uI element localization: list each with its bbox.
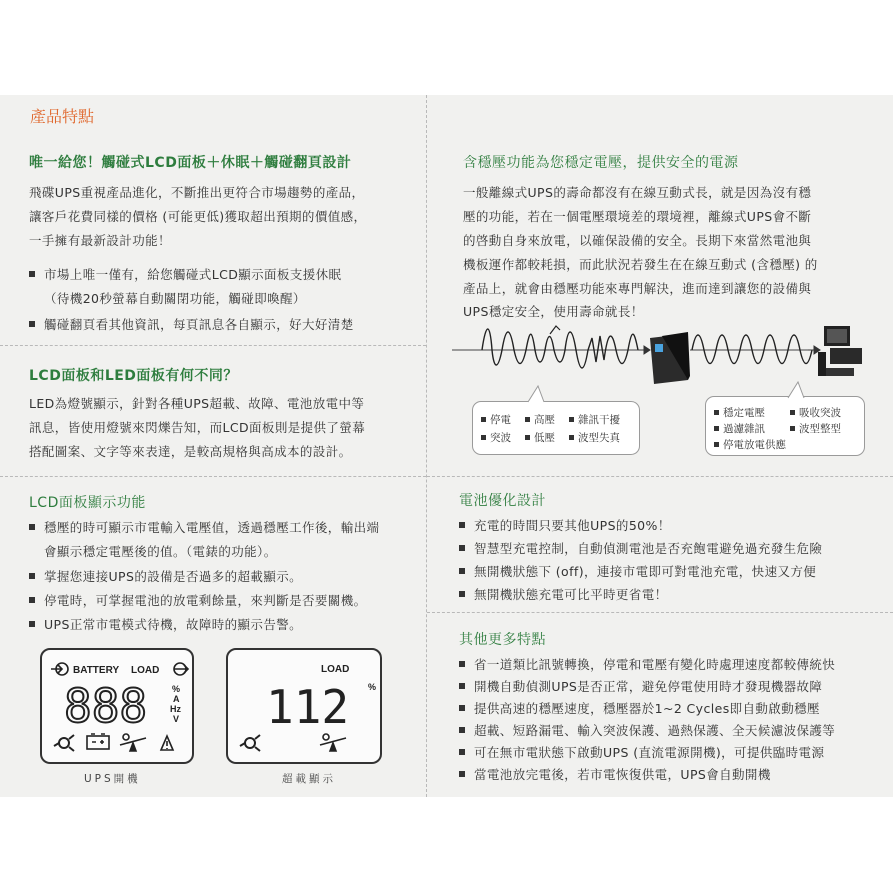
section-divider — [0, 345, 426, 346]
bullet-icon — [459, 683, 465, 689]
list-item: 掌握您連接UPS的設備是否過多的超載顯示。 — [29, 567, 302, 585]
battery-title: 電池優化設計 — [459, 493, 546, 509]
list-item: 開機自動偵測UPS是否正常，避免停電使用時才發現機器故障 — [459, 677, 822, 695]
avr-text: 的啓動自身來放電，以確保設備的安全。長期下來當然電池與 — [463, 233, 812, 248]
list-item: 市場上唯一僅有，給您觸碰式LCD顯示面板支援休眠 — [29, 265, 341, 283]
bullet-icon — [790, 426, 795, 431]
stable-wave — [692, 335, 812, 364]
bullet-icon — [569, 417, 574, 422]
list-item: 波型失真 — [569, 430, 620, 445]
bubble-pointer — [522, 385, 552, 403]
more-features-title: 其他更多特點 — [459, 632, 546, 648]
avr-text: 一般離線式UPS的壽命都沒有在線互動式長，就是因為沒有穩 — [463, 185, 812, 200]
battery-label: BATTERY — [73, 665, 120, 676]
list-item: 穩壓的時可顯示市電輸入電壓值，透過穩壓工作後，輸出端 — [29, 518, 379, 536]
bullet-icon — [459, 661, 465, 667]
hertz-unit: Hz — [170, 704, 181, 714]
list-item: 可在無市電狀態下啟動UPS (直流電源開機)，可提供臨時電源 — [459, 743, 824, 761]
list-item: UPS正常市電模式待機，故障時的顯示告警。 — [29, 615, 302, 633]
bullet-icon — [29, 621, 35, 627]
avr-text: 壓的功能，若在一個電壓環境差的環境裡，離線式UPS會不斷 — [463, 209, 812, 224]
avr-text: UPS穩定安全，使用壽命就長！ — [463, 304, 644, 319]
plug-icon — [240, 735, 260, 751]
list-item: 觸碰翻頁看其他資訊，每頁訊息各自顯示，好大好清楚 — [29, 315, 354, 333]
lcd-digits: 888 — [64, 679, 148, 733]
bullet-icon — [459, 749, 465, 755]
bullet-icon — [714, 442, 719, 447]
avr-text: 機板運作都較耗損，而此狀況若發生在在線互動式 (含穩壓) 的 — [463, 257, 818, 272]
bullet-icon — [459, 522, 465, 528]
disturbance-bubble — [472, 401, 640, 455]
lcd-vs-led-text: LED為燈號顯示，針對各種UPS超載、故障、電池放電中等 — [29, 396, 365, 411]
load-seesaw-icon — [320, 734, 346, 751]
load-seesaw-icon — [120, 734, 146, 751]
bullet-icon — [525, 435, 530, 440]
lcd-screen-overload — [226, 648, 382, 764]
list-item: 停電放電供應 — [714, 437, 786, 452]
plug-icon — [54, 735, 74, 751]
bullet-icon — [29, 597, 35, 603]
list-item: 高壓 — [525, 412, 555, 427]
avr-text: 產品上，就會由穩壓功能來專門解決，進而達到讓您的設備與 — [463, 281, 812, 296]
load-label: LOAD — [131, 665, 160, 676]
distorted-wave — [482, 329, 638, 368]
arrow-out-icon — [174, 663, 188, 675]
bullet-icon — [481, 417, 486, 422]
ups-device-icon — [650, 332, 690, 384]
page-title: 產品特點 — [30, 107, 95, 126]
amp-unit: A — [173, 694, 180, 704]
list-item: 過濾雜訊 — [714, 421, 765, 436]
bullet-icon — [525, 417, 530, 422]
bullet-icon — [29, 271, 35, 277]
bullet-icon — [29, 573, 35, 579]
list-item: 停電時，可掌握電池的放電剩餘量，來判斷是否要關機。 — [29, 591, 367, 609]
bullet-icon — [790, 410, 795, 415]
list-item: 當電池放完電後，若市電恢復供電，UPS會自動開機 — [459, 765, 771, 783]
list-item-continuation: 會顯示穩定電壓後的值。（電錶的功能）。 — [44, 544, 277, 559]
list-item: 提供高速的穩壓速度，穩壓器於1~2 Cycles即自動啟動穩壓 — [459, 699, 820, 717]
touch-lcd-text: 飛碟UPS重視產品進化，不斷推出更符合市場趨勢的產品， — [29, 185, 365, 200]
list-item: 超載、短路漏電、輸入突波保護、過熱保護、全天候濾波保護等 — [459, 721, 835, 739]
bullet-icon — [481, 435, 486, 440]
lcd-caption-ups-on: UPS開機 — [84, 773, 141, 785]
protection-bubble — [705, 396, 865, 456]
spike-mark — [550, 326, 560, 334]
list-item: 省一道類比訊號轉換，停電和電壓有變化時處理速度都較傳統快 — [459, 655, 835, 673]
bullet-icon — [569, 435, 574, 440]
list-item: 無開機狀態下 (off)，連接市電即可對電池充電，快速又方便 — [459, 562, 816, 580]
bullet-icon — [459, 727, 465, 733]
list-item: 突波 — [481, 430, 511, 445]
percent-unit: % — [172, 684, 181, 694]
load-label: LOAD — [321, 664, 350, 675]
list-item: 智慧型充電控制，自動偵測電池是否充飽電避免過充發生危險 — [459, 539, 822, 557]
lcd-vs-led-text: 訊息，皆使用燈號來閃爍告知，而LCD面板則是提供了螢幕 — [29, 420, 366, 435]
lcd-screen-graphic — [228, 650, 380, 762]
lcd-vs-led-text: 搭配圖案、文字等來表達，是較高規格與高成本的設計。 — [29, 444, 352, 459]
list-item: 穩定電壓 — [714, 405, 765, 420]
bullet-icon — [714, 410, 719, 415]
bullet-icon — [459, 568, 465, 574]
volt-unit: V — [173, 714, 180, 724]
arrow-right-icon — [638, 346, 650, 354]
lcd-screen-graphic — [42, 650, 192, 762]
bullet-icon — [459, 591, 465, 597]
list-item: 停電 — [481, 412, 511, 427]
list-item: 波型整型 — [790, 421, 841, 436]
lcd-display-title: LCD面板顯示功能 — [29, 495, 146, 511]
column-divider — [426, 95, 427, 797]
list-item: 無開機狀態充電可比平時更省電！ — [459, 585, 668, 603]
lcd-caption-overload: 超載顯示 — [282, 773, 336, 785]
lcd-digits: 112 — [266, 680, 350, 734]
bubble-pointer — [782, 381, 812, 399]
section-divider — [0, 476, 426, 477]
arrow-in-icon — [51, 663, 68, 675]
bullet-icon — [714, 426, 719, 431]
list-item: 充電的時間只要其他UPS的50%！ — [459, 516, 671, 534]
list-item: 低壓 — [525, 430, 555, 445]
lcd-vs-led-title: LCD面板和LED面板有何不同？ — [29, 368, 238, 384]
computer-icon — [818, 326, 862, 376]
touch-lcd-text: 讓客戶花費同樣的價格 (可能更低)獲取超出預期的價值感， — [29, 209, 367, 224]
list-item: 吸收突波 — [790, 405, 841, 420]
percent-unit: % — [368, 682, 377, 692]
bullet-icon — [459, 545, 465, 551]
bullet-icon — [29, 321, 35, 327]
bullet-icon — [29, 524, 35, 530]
list-item-continuation: （待機20秒螢幕自動關閉功能，觸碰即喚醒） — [44, 291, 306, 306]
touch-lcd-title: 唯一給您！觸碰式LCD面板＋休眠＋觸碰翻頁設計 — [29, 155, 352, 171]
warning-icon — [161, 736, 173, 750]
list-item: 雜訊干擾 — [569, 412, 620, 427]
lcd-screen-ups-on — [40, 648, 194, 764]
battery-icon — [87, 734, 109, 749]
touch-lcd-text: 一手擁有最新設計功能！ — [29, 233, 171, 248]
bullet-icon — [459, 705, 465, 711]
section-divider — [427, 612, 893, 613]
section-divider — [427, 476, 893, 477]
avr-title: 含穩壓功能為您穩定電壓，提供安全的電源 — [463, 155, 739, 171]
bullet-icon — [459, 771, 465, 777]
